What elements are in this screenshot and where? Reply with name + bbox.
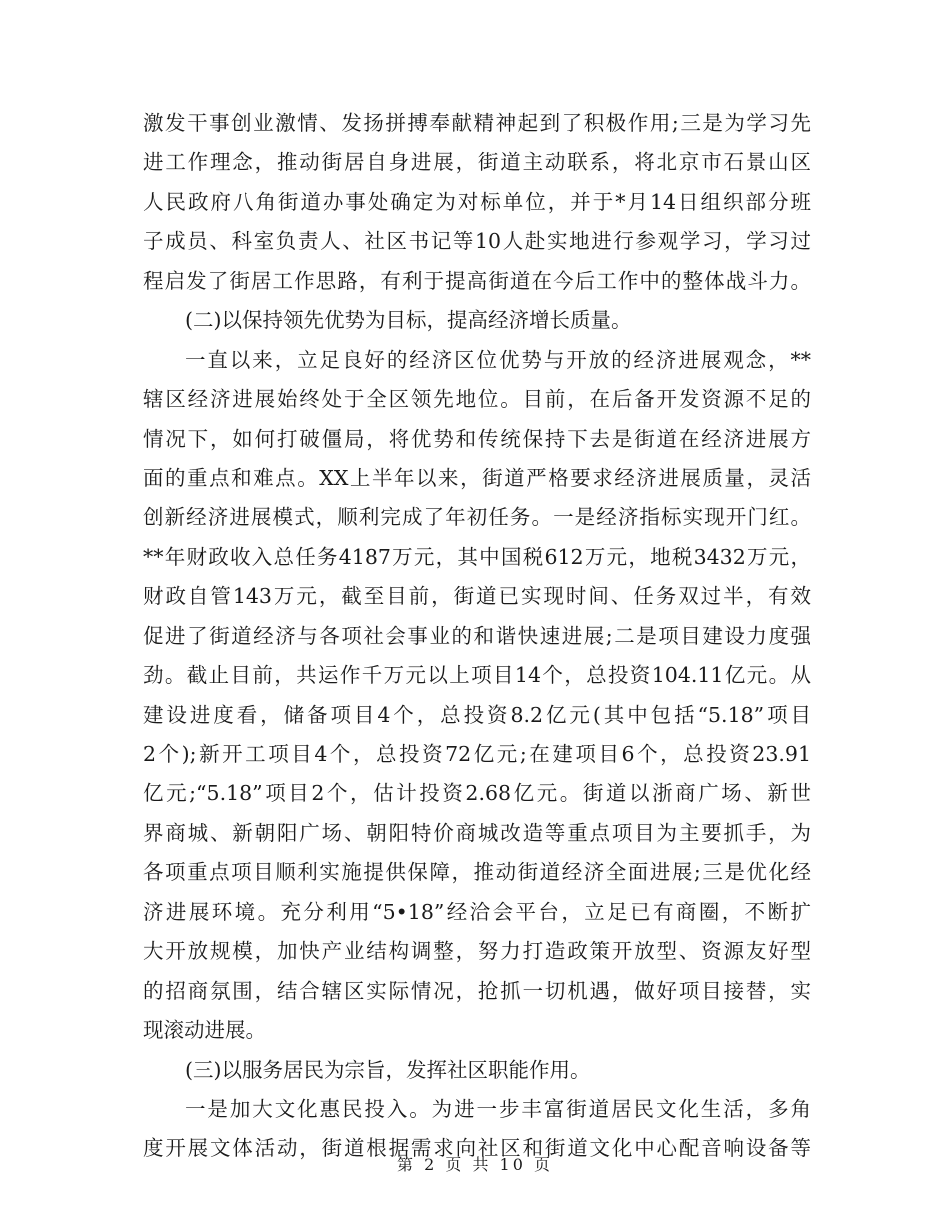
text-line: 各项重点项目顺利实施提供保障，推动街道经济全面进展;三是优化经 [143,860,811,885]
text-line: 面的重点和难点。XX上半年以来，街道严格要求经济进展质量，灵活 [143,465,811,490]
text-line: (二)以保持领先优势为目标，提高经济增长质量。 [185,308,632,333]
text-line: 的招商氛围，结合辖区实际情况，抢抓一切机遇，做好项目接替，实 [143,978,811,1003]
text-line: 人民政府八角街道办事处确定为对标单位，并于*月14日组织部分班 [143,189,811,214]
text-line: 情况下，如何打破僵局，将优势和传统保持下去是街道在经济进展方 [143,426,811,451]
text-line: 建设进度看，储备项目4个，总投资8.2亿元(其中包括“5.18”项目 [143,702,811,727]
text-line: 一是加大文化惠民投入。为进一步丰富街道居民文化生活，多角 [185,1096,811,1121]
text-line: 2个);新开工项目4个，总投资72亿元;在建项目6个，总投资23.91 [143,742,811,766]
text-line: 创新经济进展模式，顺利完成了年初任务。一是经济指标实现开门红。 [143,505,811,530]
text-line: 激发干事创业激情、发扬拼搏奉献精神起到了积极作用;三是为学习先 [143,111,811,135]
text-line: 子成员、科室负责人、社区书记等10人赴实地进行参观学习，学习过 [143,229,811,254]
text-line: (三)以服务居民为宗旨，发挥社区职能作用。 [185,1057,591,1082]
text-line: 财政自管143万元，截至目前，街道已实现时间、任务双过半，有效 [143,584,811,609]
text-line: 现滚动进展。 [143,1018,266,1043]
text-line: 大开放规模，加快产业结构调整，努力打造政策开放型、资源友好型 [143,939,811,964]
text-line: 界商城、新朝阳广场、朝阳特价商城改造等重点项目为主要抓手，为 [143,820,811,845]
text-line: 辖区经济进展始终处于全区领先地位。目前，在后备开发资源不足的 [143,387,811,412]
text-line: 劲。截止目前，共运作千万元以上项目14个，总投资104.11亿元。从 [143,663,811,688]
document-body [143,104,811,1169]
text-line: 济进展环境。充分利用“5•18”经洽会平台，立足已有商圈，不断扩 [143,899,811,924]
text-line: 一直以来，立足良好的经济区位优势与开放的经济进展观念，** [185,347,811,372]
page-number-footer: 第 2 页 共 10 页 [397,1155,553,1174]
text-line: 程启发了街居工作思路，有利于提高街道在今后工作中的整体战斗力。 [143,268,811,293]
text-line: **年财政收入总任务4187万元，其中国税612万元，地税3432万元， [143,544,811,569]
text-line: 度开展文体活动，街道根据需求向社区和街道文化中心配音响设备等 [143,1136,811,1161]
text-line: 促进了街道经济与各项社会事业的和谐快速进展;二是项目建设力度强 [143,623,811,648]
text-line: 亿元;“5.18”项目2个，估计投资2.68亿元。街道以浙商广场、新世 [143,781,811,806]
text-line: 进工作理念，推动街居自身进展，街道主动联系，将北京市石景山区 [143,150,811,175]
